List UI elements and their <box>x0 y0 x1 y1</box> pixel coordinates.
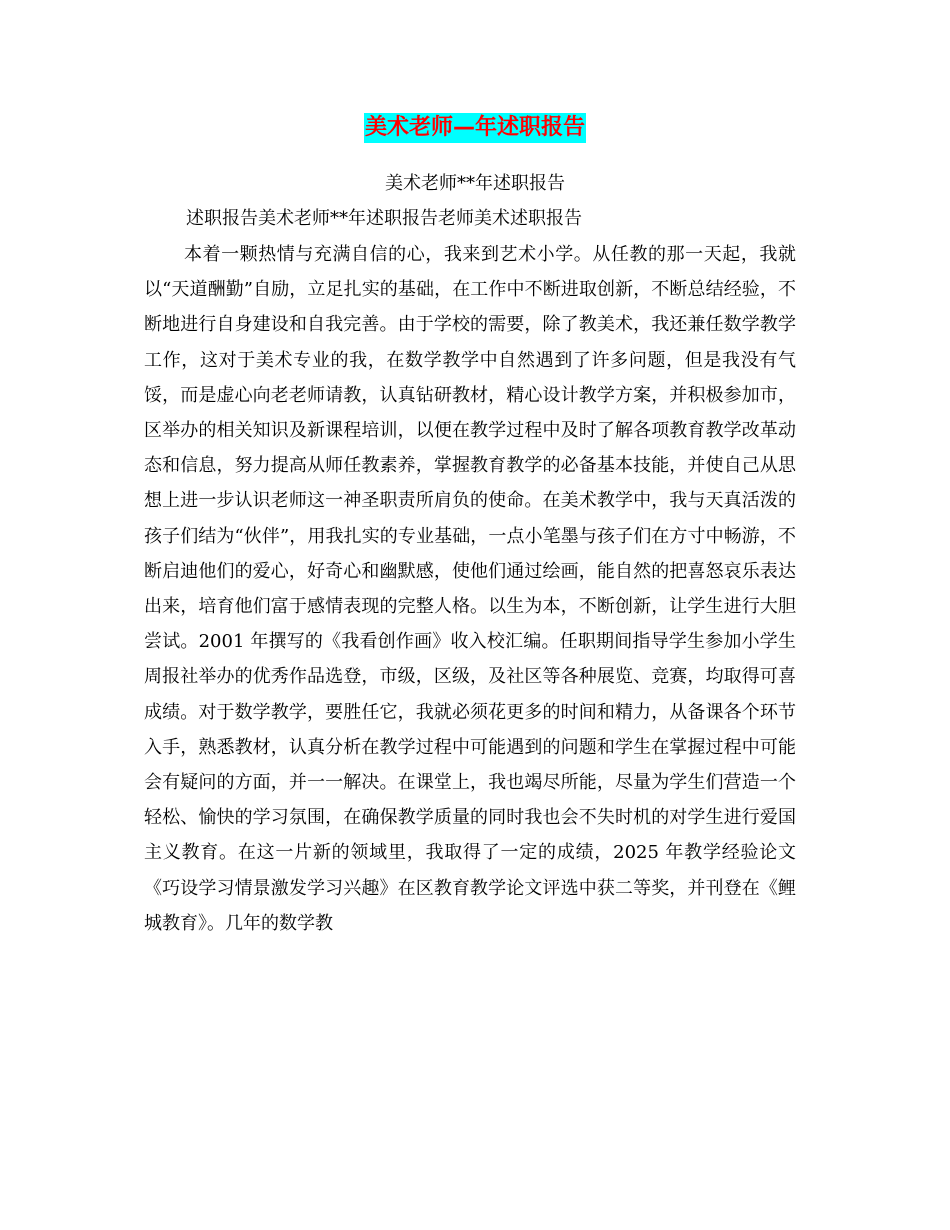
page-title: 美术老师—年述职报告 <box>364 113 586 143</box>
page-title-container <box>0 113 950 143</box>
document-subtitle: 美术老师**年述职报告 <box>385 173 565 194</box>
body-paragraph: 本着一颗热情与充满自信的心，我来到艺术小学。从任教的那一天起，我就以“天道酬勤”自励，立足扎实的基础，在工作中不断进取创新，不断总结经验，不断地进行自身建设和自我完善。由于学校的需要，除了教美术，我还兼任数学教学工作，这对于美术专业的我，在数学教学中自然遇到了许多问题，但是我没有气馁，而是虚心向老老师请教，认真钻研教材，精心设计教学方案，并积极参加市，区举办的相关知识及新课程培训，以便在教学过程中及时了解各项教育教学改革动态和信息，努力提高从师任教素养，掌握教育教学的必备基本技能，并使自己从思想上进一步认识老师这一神圣职责所肩负的使命。在美术教学中，我与天真活泼的孩子们结为“伙伴”，用我扎实的专业基础，一点小笔墨与孩子们在方寸中畅游，不断启迪他们的爱心，好奇心和幽默感，使他们通过绘画，能自然的把喜怒哀乐表达出来，培育他们富于感情表现的完整人格。以生为本，不断创新，让学生进行大胆尝试。2001 年撰写的《我看创作画》收入校汇编。任职期间指导学生参加小学生周报社举办的优秀作品选登，市级，区级，及社区等各种展览、竞赛，均取得可喜成绩。对于数学教学，要胜任它，我就必须花更多的时间和精力，从备课各个环节入手，熟悉教材，认真分析在教学过程中可能遇到的问题和学生在掌握过程中可能会有疑问的方面，并一一解决。在课堂上，我也竭尽所能，尽量为学生们营造一个轻松、愉快的学习氛围，在确保教学质量的同时我也会不失时机的对学生进行爱国主义教育。在这一片新的领域里，我取得了一定的成绩，2025 年教学经验论文《巧设学习情景激发学习兴趣》在区教育教学论文评选中获二等奖，并刊登在《鲤城教育》。几年的数学教 <box>144 244 796 934</box>
document-keywords: 述职报告美术老师**年述职报告老师美术述职报告 <box>186 208 582 229</box>
